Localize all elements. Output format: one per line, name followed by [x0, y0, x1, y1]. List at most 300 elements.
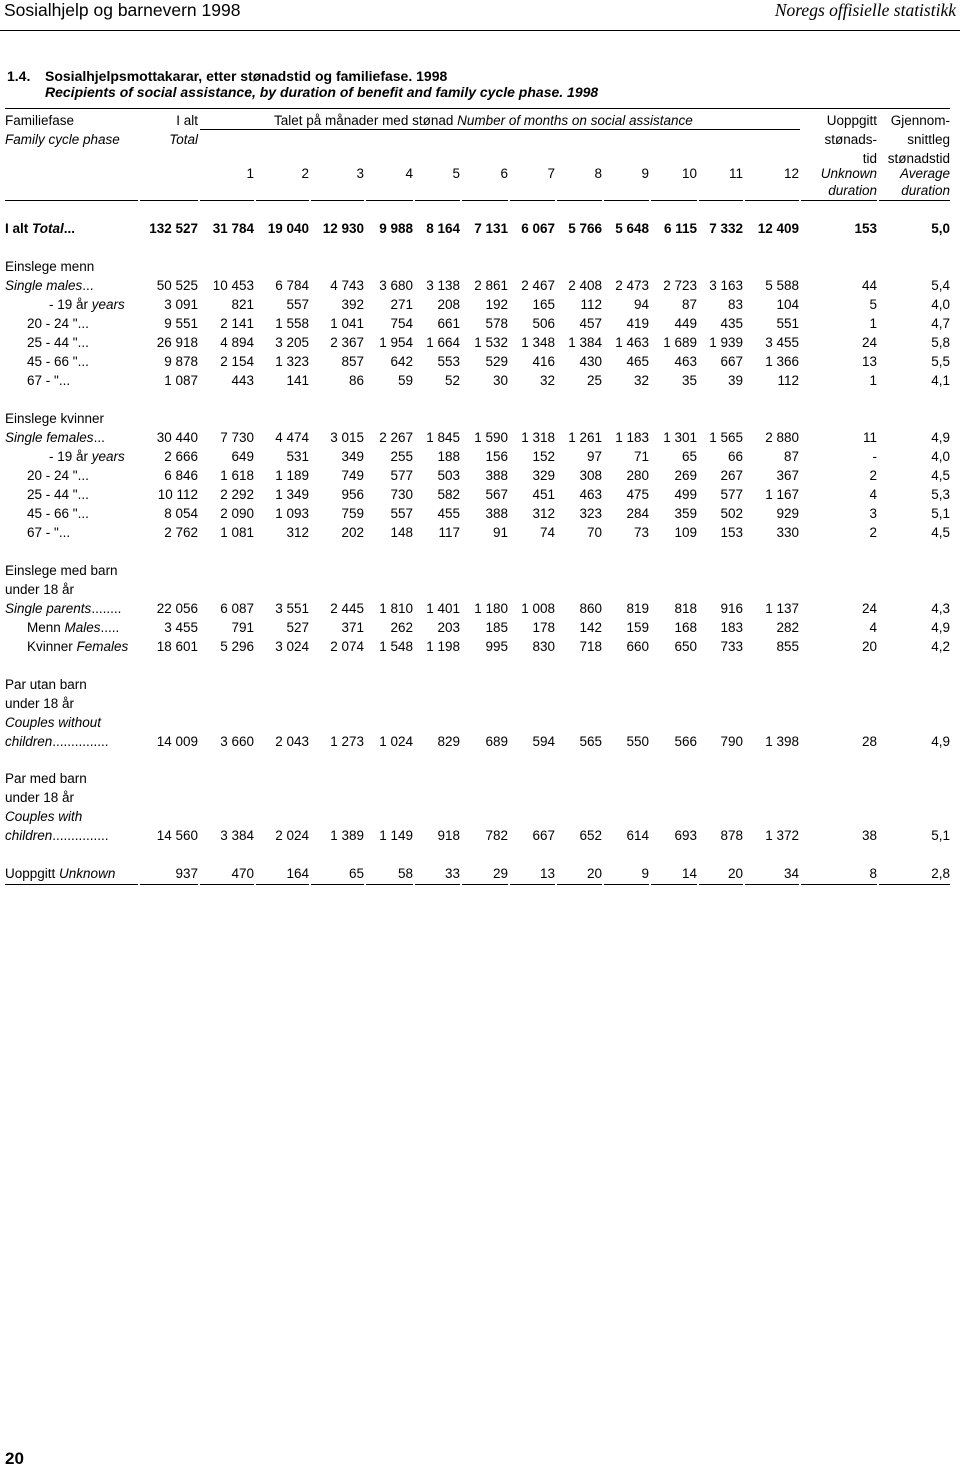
table-cell: 614: [626, 828, 649, 843]
leader-dots: .....: [100, 620, 120, 635]
table-cell: 74: [539, 525, 555, 540]
table-cell: 667: [532, 828, 555, 843]
table-cell: 1 939: [709, 335, 743, 350]
table-cell: 689: [485, 734, 508, 749]
table-cell: 388: [485, 468, 508, 483]
table-cell: 25: [586, 373, 602, 388]
col-months-no: Talet på månader med stønad: [274, 113, 454, 128]
table-cell: 3 455: [765, 335, 799, 350]
table-cell: 1 024: [379, 734, 413, 749]
table-cell: 5,1: [931, 506, 950, 521]
month-label-9: 9: [641, 166, 649, 181]
month-label-2: 2: [301, 166, 309, 181]
table-cell: 35: [681, 373, 697, 388]
table-cell: 4,0: [931, 449, 950, 464]
table-cell: 1 532: [474, 335, 508, 350]
row-label-no: Uoppgitt: [5, 866, 60, 881]
table-cell: 2 473: [615, 278, 649, 293]
row-label-no: 67 - ": [27, 373, 59, 388]
table-cell: 1 590: [474, 430, 508, 445]
table-cell: 1 137: [765, 601, 799, 616]
table-cell: 104: [776, 297, 799, 312]
col-unknown-l5: duration: [828, 183, 877, 198]
table-bottom-col-rule: [651, 884, 697, 885]
header-bottom-col-rule: [200, 200, 254, 201]
table-cell: 9: [641, 866, 649, 881]
leader-dots: ...: [77, 468, 89, 483]
table-cell: 1 349: [275, 487, 309, 502]
table-cell: 2 408: [568, 278, 602, 293]
table-bottom-col-rule: [801, 884, 877, 885]
table-cell: 531: [286, 449, 309, 464]
table-cell: 168: [674, 620, 697, 635]
table-cell: 3 384: [220, 828, 254, 843]
leader-dots: ...: [77, 316, 89, 331]
table-cell: 178: [532, 620, 555, 635]
table-cell: 349: [341, 449, 364, 464]
row-label: [27, 486, 89, 503]
table-cell: 367: [776, 468, 799, 483]
table-cell: 566: [674, 734, 697, 749]
table-cell: 8 164: [426, 221, 460, 236]
table-cell: 578: [485, 316, 508, 331]
table-cell: 312: [286, 525, 309, 540]
table-cell: 3 024: [275, 639, 309, 654]
table-cell: 9 878: [164, 354, 198, 369]
table-bottom-col-rule: [879, 884, 950, 885]
row-label: [27, 315, 89, 332]
table-bottom-col-rule: [140, 884, 198, 885]
table-cell: 388: [485, 506, 508, 521]
header-bottom-col-rule: [879, 200, 950, 201]
table-cell: 3 091: [164, 297, 198, 312]
table-cell: 91: [492, 525, 508, 540]
table-cell: 733: [720, 639, 743, 654]
table-cell: 11: [862, 430, 877, 445]
table-cell: 255: [390, 449, 413, 464]
table-cell: 860: [579, 601, 602, 616]
header-bottom-col-rule: [651, 200, 697, 201]
table-cell: 87: [783, 449, 799, 464]
table-cell: 153: [720, 525, 743, 540]
row-label-no: 25 - 44 ": [27, 487, 78, 502]
table-cell: 506: [532, 316, 555, 331]
table-cell: 262: [390, 620, 413, 635]
table-cell: 392: [341, 297, 364, 312]
leader-dots: ...: [58, 373, 71, 388]
table-cell: 24: [861, 601, 877, 616]
row-label: [27, 353, 89, 370]
table-cell: 449: [674, 316, 697, 331]
table-cell: 1 180: [474, 601, 508, 616]
table-cell: 594: [532, 734, 555, 749]
table-cell: 1 401: [426, 601, 460, 616]
header-bottom-col-rule: [366, 200, 413, 201]
col-average-l2: snittleg: [907, 132, 950, 147]
row-label-en: Single parents: [5, 601, 92, 616]
table-bottom-col-rule: [200, 884, 254, 885]
table-cell: 435: [720, 316, 743, 331]
table-cell: 52: [444, 373, 460, 388]
table-cell: 451: [532, 487, 555, 502]
row-label: [27, 638, 128, 655]
table-cell: 475: [626, 487, 649, 502]
row-label: [5, 865, 115, 882]
table-cell: 1 548: [379, 639, 413, 654]
table-cell: 463: [579, 487, 602, 502]
leader-dots: ...............: [52, 828, 109, 843]
leader-dots: ...: [77, 506, 89, 521]
table-cell: 693: [674, 828, 697, 843]
month-label-5: 5: [452, 166, 460, 181]
table-cell: 83: [727, 297, 743, 312]
table-cell: 132 527: [149, 221, 198, 236]
table-cell: 4,0: [931, 297, 950, 312]
table-cell: 117: [438, 525, 460, 540]
col-average-l1: Gjennom-: [890, 113, 950, 128]
table-cell: 330: [776, 525, 799, 540]
table-cell: 661: [437, 316, 460, 331]
table-cell: 284: [626, 506, 649, 521]
table-cell: 1 689: [663, 335, 697, 350]
table-cell: 503: [437, 468, 460, 483]
row-label-en: Females: [76, 639, 129, 654]
table-cell: 271: [390, 297, 413, 312]
table-cell: 2 762: [164, 525, 198, 540]
table-cell: 9 988: [379, 221, 413, 236]
row-label-en: years: [91, 449, 125, 464]
table-cell: 267: [720, 468, 743, 483]
table-cell: 1 081: [220, 525, 254, 540]
row-label-no: I alt: [5, 221, 33, 236]
table-cell: 582: [437, 487, 460, 502]
table-cell: 8: [869, 866, 877, 881]
table-cell: 20: [727, 866, 743, 881]
leader-dots: ...: [77, 487, 89, 502]
table-cell: 790: [720, 734, 743, 749]
table-cell: 22 056: [156, 601, 198, 616]
table-cell: 567: [485, 487, 508, 502]
col-unknown-l1: Uoppgitt: [826, 113, 877, 128]
header-bottom-col-rule: [140, 200, 198, 201]
table-cell: -: [872, 449, 877, 464]
row-label: [49, 296, 125, 313]
row-label: [5, 277, 94, 294]
row-label: [5, 600, 121, 617]
header-bottom-col-rule: [604, 200, 649, 201]
row-label-no: 25 - 44 ": [27, 335, 78, 350]
table-cell: 4,1: [931, 373, 950, 388]
table-cell: 499: [674, 487, 697, 502]
row-label: [27, 334, 89, 351]
table-cell: 18 601: [156, 639, 198, 654]
table-cell: 9 551: [164, 316, 198, 331]
table-cell: 1 167: [765, 487, 799, 502]
table-cell: 2 141: [220, 316, 254, 331]
col-phase-no: Familiefase: [5, 113, 75, 128]
table-cell: 1 845: [426, 430, 460, 445]
table-cell: 918: [437, 828, 460, 843]
leader-dots: ...............: [52, 734, 109, 749]
table-cell: 5,0: [931, 221, 950, 236]
table-cell: 2 024: [275, 828, 309, 843]
table-cell: 749: [341, 468, 364, 483]
row-label-en: Single males: [5, 278, 83, 293]
table-cell: 1: [869, 373, 877, 388]
table-cell: 2 723: [663, 278, 697, 293]
table-cell: 10 112: [157, 487, 198, 502]
table-cell: 20: [861, 639, 877, 654]
table-cell: 577: [390, 468, 413, 483]
table-cell: 1 565: [709, 430, 743, 445]
table-cell: 6 115: [663, 221, 697, 236]
table-cell: 329: [532, 468, 555, 483]
row-label-no: Menn: [27, 620, 65, 635]
row-label-no: Einslege med barn: [5, 563, 118, 578]
row-label: [27, 505, 89, 522]
row-label-en: Couples with: [5, 809, 83, 824]
table-cell: 33: [444, 866, 460, 881]
table-cell: 308: [579, 468, 602, 483]
table-cell: 188: [437, 449, 460, 464]
table-cell: 38: [861, 828, 877, 843]
table-cell: 2 154: [220, 354, 254, 369]
header-bottom-col-rule: [311, 200, 364, 201]
table-cell: 13: [861, 354, 877, 369]
row-label-no: - 19 år: [49, 297, 92, 312]
table-cell: 1 301: [663, 430, 697, 445]
table-cell: 6 784: [275, 278, 309, 293]
month-label-6: 6: [500, 166, 508, 181]
table-cell: 470: [231, 866, 254, 881]
month-label-3: 3: [356, 166, 364, 181]
row-label-no: - 19 år: [49, 449, 92, 464]
table-cell: 4 474: [275, 430, 309, 445]
leader-dots: ...: [82, 278, 94, 293]
header-rule: [0, 30, 960, 31]
table-cell: 13: [539, 866, 555, 881]
table-cell: 5: [869, 297, 877, 312]
table-cell: 208: [437, 297, 460, 312]
table-cell: 4 894: [220, 335, 254, 350]
leader-dots: ...: [63, 221, 76, 236]
row-label-no: Par med barn: [5, 771, 87, 786]
row-label-no: under 18 år: [5, 582, 75, 597]
table-cell: 557: [286, 297, 309, 312]
row-label-no: Einslege kvinner: [5, 411, 105, 426]
row-label: [5, 695, 74, 712]
month-label-11: 11: [728, 166, 743, 181]
table-cell: 159: [626, 620, 649, 635]
table-cell: 3 551: [275, 601, 309, 616]
table-cell: 929: [776, 506, 799, 521]
row-label-no: 45 - 66 ": [27, 506, 78, 521]
month-label-4: 4: [405, 166, 413, 181]
table-cell: 995: [485, 639, 508, 654]
table-cell: 956: [341, 487, 364, 502]
table-cell: 28: [861, 734, 877, 749]
table-cell: 359: [674, 506, 697, 521]
row-label-no: under 18 år: [5, 790, 75, 805]
table-cell: 830: [532, 639, 555, 654]
table-cell: 1 558: [275, 316, 309, 331]
table-cell: 66: [727, 449, 743, 464]
month-label-10: 10: [681, 166, 697, 181]
table-cell: 6 067: [521, 221, 555, 236]
row-label: [5, 714, 101, 731]
table-cell: 642: [390, 354, 413, 369]
table-cell: 3 660: [220, 734, 254, 749]
row-label: [5, 733, 109, 750]
table-cell: 4,7: [931, 316, 950, 331]
table-cell: 1 318: [521, 430, 555, 445]
header-bottom-col-rule: [557, 200, 602, 201]
table-cell: 857: [341, 354, 364, 369]
leader-dots: ...: [93, 430, 105, 445]
table-cell: 4,5: [931, 525, 950, 540]
table-cell: 14: [681, 866, 697, 881]
table-cell: 50 525: [156, 278, 198, 293]
table-cell: 12 409: [757, 221, 799, 236]
table-bottom-label-rule: [5, 884, 138, 885]
row-label-no: Einslege menn: [5, 259, 95, 274]
table-cell: 3 680: [379, 278, 413, 293]
col-average-l5: duration: [901, 183, 950, 198]
table-cell: 4: [869, 487, 877, 502]
table-cell: 4,2: [931, 639, 950, 654]
leader-dots: ...: [77, 335, 89, 350]
table-cell: 465: [626, 354, 649, 369]
table-cell: 819: [626, 601, 649, 616]
table-cell: 916: [720, 601, 743, 616]
table-bottom-col-rule: [256, 884, 309, 885]
table-number: 1.4.: [7, 68, 31, 84]
table-cell: 5,1: [931, 828, 950, 843]
table-cell: 1 093: [275, 506, 309, 521]
table-cell: 6 087: [220, 601, 254, 616]
row-label-en: Total: [32, 221, 64, 236]
table-cell: 4,9: [931, 734, 950, 749]
table-cell: 1 398: [765, 734, 799, 749]
table-cell: 5 648: [615, 221, 649, 236]
table-cell: 2 666: [164, 449, 198, 464]
table-cell: 2 267: [379, 430, 413, 445]
table-cell: 754: [390, 316, 413, 331]
table-cell: 5 766: [568, 221, 602, 236]
table-cell: 10 453: [212, 278, 254, 293]
table-cell: 192: [485, 297, 508, 312]
table-cell: 7 332: [709, 221, 743, 236]
row-label: [5, 258, 94, 275]
table-cell: 2,8: [931, 866, 950, 881]
table-cell: 527: [286, 620, 309, 635]
table-cell: 8 054: [164, 506, 198, 521]
table-cell: 1 149: [379, 828, 413, 843]
header-bottom-col-rule: [256, 200, 309, 201]
header-bottom-col-rule: [699, 200, 743, 201]
running-header-right: Noregs offisielle statistikk: [774, 0, 956, 20]
table-cell: 1 348: [521, 335, 555, 350]
col-unknown-l2: stønads-: [824, 132, 877, 147]
col-months-en: Number of months on social assistance: [457, 113, 693, 128]
table-cell: 829: [437, 734, 460, 749]
table-cell: 1 087: [164, 373, 198, 388]
table-cell: 2 367: [330, 335, 364, 350]
header-bottom-col-rule: [415, 200, 460, 201]
table-cell: 3 205: [275, 335, 309, 350]
table-cell: 112: [580, 297, 602, 312]
table-cell: 2 861: [474, 278, 508, 293]
table-cell: 443: [231, 373, 254, 388]
running-header-left: Sosialhjelp og barnevern 1998: [4, 0, 241, 20]
row-label-no: Kvinner: [27, 639, 77, 654]
col-unknown-l4: Unknown: [820, 166, 877, 181]
table-cell: 649: [231, 449, 254, 464]
table-cell: 4 743: [330, 278, 364, 293]
header-bottom-col-rule: [801, 200, 877, 201]
table-cell: 455: [437, 506, 460, 521]
table-cell: 59: [397, 373, 413, 388]
table-title: [45, 68, 598, 100]
header-bottom-col-rule: [462, 200, 508, 201]
row-label: [5, 770, 87, 787]
title-norwegian: Sosialhjelpsmottakarar, etter stønadstid og familiefase. 1998: [45, 68, 448, 84]
table-cell: 457: [579, 316, 602, 331]
row-label-en: Single females: [5, 430, 94, 445]
table-cell: 667: [720, 354, 743, 369]
month-label-1: 1: [246, 166, 254, 181]
table-cell: 65: [348, 866, 364, 881]
table-cell: 3 455: [164, 620, 198, 635]
row-label-en: children: [5, 828, 53, 843]
table-cell: 759: [341, 506, 364, 521]
table-bottom-col-rule: [311, 884, 364, 885]
table-cell: 30 440: [156, 430, 198, 445]
table-cell: 3 015: [330, 430, 364, 445]
table-cell: 282: [776, 620, 799, 635]
table-cell: 3 163: [709, 278, 743, 293]
col-months-heading: [274, 112, 693, 129]
table-cell: 1 198: [426, 639, 460, 654]
table-cell: 6 846: [164, 468, 198, 483]
table-cell: 97: [586, 449, 602, 464]
row-label: [27, 619, 119, 636]
table-cell: 430: [579, 354, 602, 369]
table-cell: 1 008: [521, 601, 555, 616]
row-label: [27, 524, 70, 541]
table-cell: 148: [390, 525, 413, 540]
table-cell: 551: [776, 316, 799, 331]
row-label: [5, 429, 105, 446]
table-cell: 4: [869, 620, 877, 635]
table-bottom-col-rule: [699, 884, 743, 885]
table-cell: 821: [231, 297, 254, 312]
table-cell: 44: [861, 278, 877, 293]
table-cell: 32: [633, 373, 649, 388]
table-cell: 2 074: [330, 639, 364, 654]
table-cell: 34: [783, 866, 799, 881]
table-cell: 58: [397, 866, 413, 881]
table-cell: 371: [341, 620, 364, 635]
table-cell: 2 880: [765, 430, 799, 445]
table-bottom-col-rule: [604, 884, 649, 885]
row-label: [5, 410, 104, 427]
table-cell: 26 918: [156, 335, 198, 350]
table-cell: 202: [341, 525, 364, 540]
row-label-no: Par utan barn: [5, 677, 87, 692]
table-cell: 39: [727, 373, 743, 388]
table-top-rule: [5, 108, 950, 109]
